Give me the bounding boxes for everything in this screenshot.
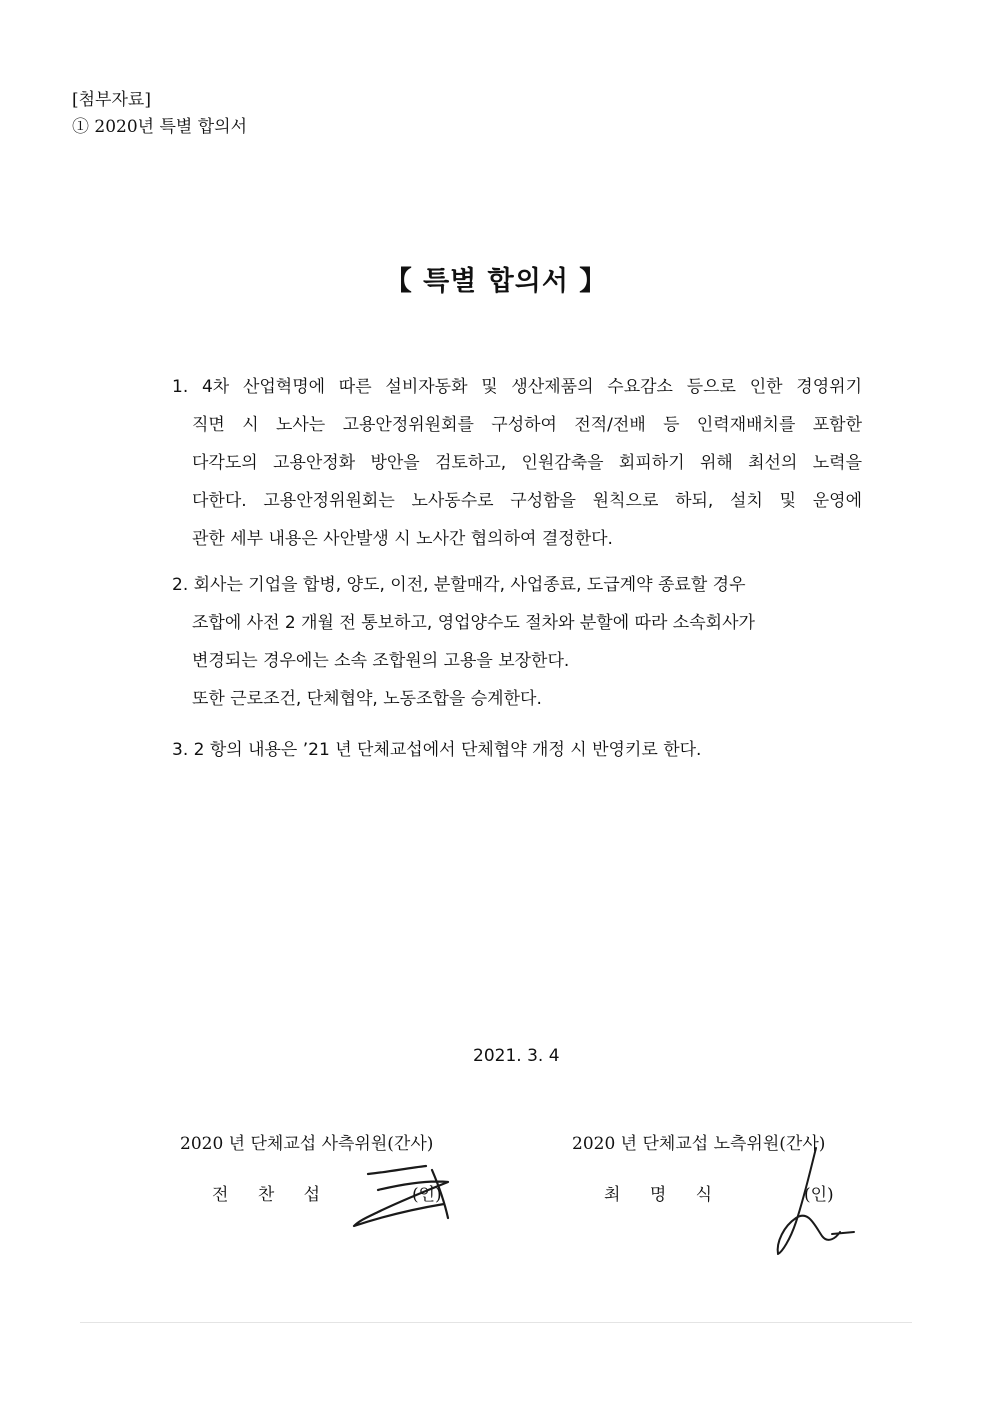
document-title: 【 특별 합의서 】 <box>384 266 608 297</box>
clause-line: 또한 근로조건, 단체협약, 노동조합을 승계한다. <box>192 689 542 709</box>
agreement-date: 2021. 3. 4 <box>473 1046 560 1066</box>
clause-line: 관한 세부 내용은 사안발생 시 노사간 협의하여 결정한다. <box>192 529 613 549</box>
company-signature-block <box>180 1132 520 1262</box>
clause-line: 다각도의 고용안정화 방안을 검토하고, 인원감축을 회피하기 위해 최선의 노력을 <box>192 453 862 473</box>
clause-line: 2. 회사는 기업을 합병, 양도, 이전, 분할매각, 사업종료, 도급계약 종료할 경우 <box>172 575 746 595</box>
clause-line: 변경되는 경우에는 소속 조합원의 고용을 보장한다. <box>192 651 570 671</box>
signatory-role: 2020 년 단체교섭 사측위원(간사) <box>180 1134 434 1154</box>
clause-line: 조합에 사전 2 개월 전 통보하고, 영업양수도 절차와 분할에 따라 소속회사가 <box>192 613 755 633</box>
clause-line: 1. 4차 산업혁명에 따른 설비자동화 및 생산제품의 수요감소 등으로 인한 경영위기 <box>172 377 862 397</box>
clause-line: 다한다. 고용안정위원회는 노사동수로 구성함을 원칙으로 하되, 설치 및 운영에 <box>192 491 862 511</box>
page-bottom-rule <box>80 1322 912 1323</box>
clause-3 <box>172 731 862 769</box>
union-signature-block <box>572 1132 912 1262</box>
clause-line: 직면 시 노사는 고용안정위원회를 구성하여 전적/전배 등 인력재배치를 포함한 <box>192 415 862 435</box>
seal-mark: (인) <box>412 1185 442 1205</box>
signatory-name: 최 명 식 <box>604 1185 725 1205</box>
clause-1 <box>172 368 862 558</box>
signatory-name: 전 찬 섭 <box>212 1185 333 1205</box>
clause-2 <box>172 566 862 718</box>
attachment-item: ① 2020년 특별 합의서 <box>72 117 248 137</box>
attachment-label: [첨부자료] <box>72 90 151 110</box>
signatory-role: 2020 년 단체교섭 노측위원(간사) <box>572 1134 826 1154</box>
seal-mark: (인) <box>804 1185 834 1205</box>
clause-line: 3. 2 항의 내용은 ’21 년 단체교섭에서 단체협약 개정 시 반영키로 한다. <box>172 740 702 760</box>
